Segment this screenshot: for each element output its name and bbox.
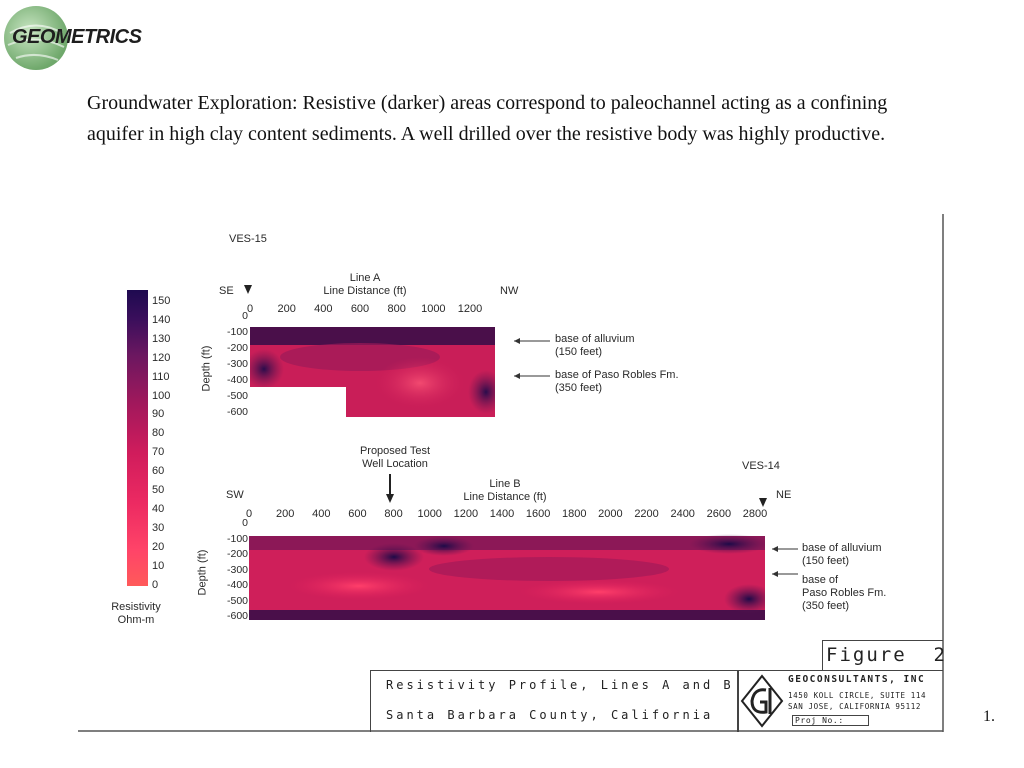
- line-b-x-ticks: [230, 508, 770, 522]
- line-b-left-dir: SW: [226, 489, 244, 501]
- legend-tick: 40: [152, 502, 165, 515]
- line-b-title: [450, 478, 560, 504]
- line-a-arrow-icons: [510, 333, 555, 403]
- legend-tick: 120: [152, 351, 171, 364]
- figure-number: Figure 2: [826, 644, 947, 666]
- line-a-ves-label: VES-15: [229, 233, 267, 245]
- line-a-ves-marker-icon: [244, 285, 252, 294]
- legend-tick: 60: [152, 465, 165, 478]
- line-a-y-label: Depth (ft): [200, 345, 213, 392]
- company-name: GEOCONSULTANTS, INC: [788, 674, 926, 685]
- x-tick-label: 600: [350, 303, 370, 315]
- line-b-arrow-icons: [768, 541, 802, 611]
- legend-tick: 130: [152, 332, 171, 345]
- title-line-2: Santa Barbara County, California: [386, 708, 714, 722]
- line-a-resistivity-section: [250, 317, 495, 417]
- line-a-annotation-paso-robles: [555, 369, 679, 395]
- figure-title-block: [370, 640, 947, 732]
- annotation-line1: base of alluvium: [802, 542, 882, 554]
- x-tick-label: 0: [246, 303, 254, 315]
- annotation-line2: (150 feet): [802, 555, 850, 567]
- x-tick-label: 800: [384, 508, 403, 520]
- legend-tick: 30: [152, 521, 165, 534]
- line-b-right-dir: NE: [776, 489, 792, 501]
- annotation-line3: (350 feet): [802, 600, 850, 612]
- line-a-annotation-alluvium: [555, 333, 635, 359]
- proposed-line2: Well Location: [362, 458, 428, 470]
- y-tick-label: -600: [226, 406, 248, 418]
- line-b-y-label: Depth (ft): [196, 549, 209, 596]
- logo-wordmark: GEOMETRICS: [12, 26, 142, 48]
- annotation-line1: base of Paso Robles Fm.: [555, 369, 679, 381]
- line-a-right-dir: NW: [500, 285, 519, 297]
- x-tick-label: 2800: [742, 508, 768, 520]
- x-tick-label: 1400: [489, 508, 515, 520]
- geoconsultants-logo-icon: [740, 674, 784, 728]
- resistivity-color-bar: [127, 290, 148, 586]
- x-tick-label: 1200: [453, 508, 479, 520]
- y-tick-label: -300: [226, 563, 248, 576]
- x-tick-label: 2000: [598, 508, 623, 520]
- y-tick-label: -600: [226, 610, 248, 622]
- x-tick-label: 0: [245, 508, 253, 520]
- y-tick-label: -100: [226, 326, 248, 338]
- x-tick-label: 1200: [457, 303, 483, 315]
- legend-tick: 140: [152, 313, 171, 326]
- legend-tick: 150: [152, 295, 171, 307]
- annotation-line2: Paso Robles Fm.: [802, 587, 887, 599]
- x-tick-label: 2200: [634, 508, 659, 520]
- x-tick-label: 600: [348, 508, 367, 520]
- project-number-label: Proj No.:: [792, 715, 869, 726]
- x-tick-label: 1600: [525, 508, 551, 520]
- x-tick-label: 800: [387, 303, 406, 315]
- line-b-ves-marker-icon: [759, 498, 767, 507]
- proposed-well-label: [345, 445, 445, 471]
- legend-tick: 90: [152, 408, 165, 421]
- proposed-line1: Proposed Test: [359, 445, 431, 457]
- line-a-title-line1: Line A: [349, 272, 381, 284]
- x-tick-label: 400: [314, 303, 333, 315]
- y-tick-label: -500: [226, 594, 248, 607]
- annotation-line1: base of: [802, 574, 839, 586]
- annotation-line1: base of alluvium: [555, 333, 635, 345]
- legend-title: [103, 601, 169, 627]
- x-tick-label: 200: [277, 303, 296, 315]
- x-tick-label: 1800: [562, 508, 587, 520]
- legend-title-line1: Resistivity: [111, 601, 161, 613]
- line-b-annotation-alluvium: [802, 542, 882, 568]
- legend-tick: 80: [152, 427, 165, 440]
- line-b-title-line1: Line B: [489, 478, 521, 490]
- y-tick-label: -300: [226, 358, 248, 370]
- company-address-1: 1450 KOLL CIRCLE, SUITE 114: [788, 691, 927, 700]
- x-tick-label: 2400: [670, 508, 695, 520]
- x-tick-label: 200: [275, 508, 295, 520]
- y-tick-label: -500: [226, 390, 248, 402]
- y-tick-label: -400: [226, 579, 248, 591]
- legend-title-line2: Ohm-m: [117, 614, 155, 626]
- legend-tick: 50: [152, 484, 165, 496]
- line-a-title-line2: Line Distance (ft): [323, 285, 407, 297]
- company-address-2: SAN JOSE, CALIFORNIA 95112: [788, 702, 921, 711]
- line-b-annotation-paso-robles: [802, 574, 886, 613]
- legend-tick: 0: [152, 578, 159, 591]
- line-b-title-line2: Line Distance (ft): [463, 491, 547, 503]
- line-a-x-ticks: [230, 303, 530, 317]
- legend-tick: 20: [152, 540, 165, 553]
- x-tick-label: 1000: [417, 508, 442, 520]
- legend-tick: 70: [152, 446, 165, 459]
- x-tick-label: 400: [312, 508, 331, 520]
- line-b-resistivity-section: [249, 524, 765, 620]
- slide-number: 1.: [983, 708, 995, 725]
- line-b-ves-label: VES-14: [742, 460, 780, 472]
- line-a-annotations: [510, 333, 720, 403]
- line-b-annotations: [768, 541, 918, 621]
- y-tick-label: -200: [226, 548, 248, 560]
- title-divider: [737, 670, 739, 732]
- x-tick-label: 2600: [706, 508, 732, 520]
- annotation-line2: (350 feet): [555, 382, 603, 394]
- y-tick-label: -100: [226, 532, 248, 545]
- y-tick-label: 0: [242, 310, 248, 322]
- x-tick-label: 1000: [421, 303, 446, 315]
- annotation-line2: (150 feet): [555, 346, 603, 358]
- slide-caption: Groundwater Exploration: Resistive (darker) areas correspond to paleochannel acting as a confining aquifer in high clay content sediments. A well drilled over the resistive body was highly productive.: [87, 92, 888, 145]
- figure-number-box: [822, 640, 947, 670]
- y-tick-label: -400: [226, 374, 248, 386]
- line-a-left-dir: SE: [219, 285, 234, 297]
- legend-tick: 10: [152, 559, 165, 572]
- y-tick-label: 0: [242, 517, 248, 529]
- legend-tick: 100: [152, 389, 171, 402]
- proposed-well-marker-icon: [389, 474, 391, 494]
- line-b-y-ticks: [214, 519, 248, 629]
- legend-tick: 110: [152, 370, 170, 383]
- y-tick-label: -200: [226, 342, 248, 354]
- title-line-1: Resistivity Profile, Lines A and B: [386, 678, 734, 692]
- line-a-title: [310, 272, 420, 298]
- proposed-well-arrowhead-icon: [386, 494, 394, 503]
- line-a-y-ticks: [214, 312, 248, 422]
